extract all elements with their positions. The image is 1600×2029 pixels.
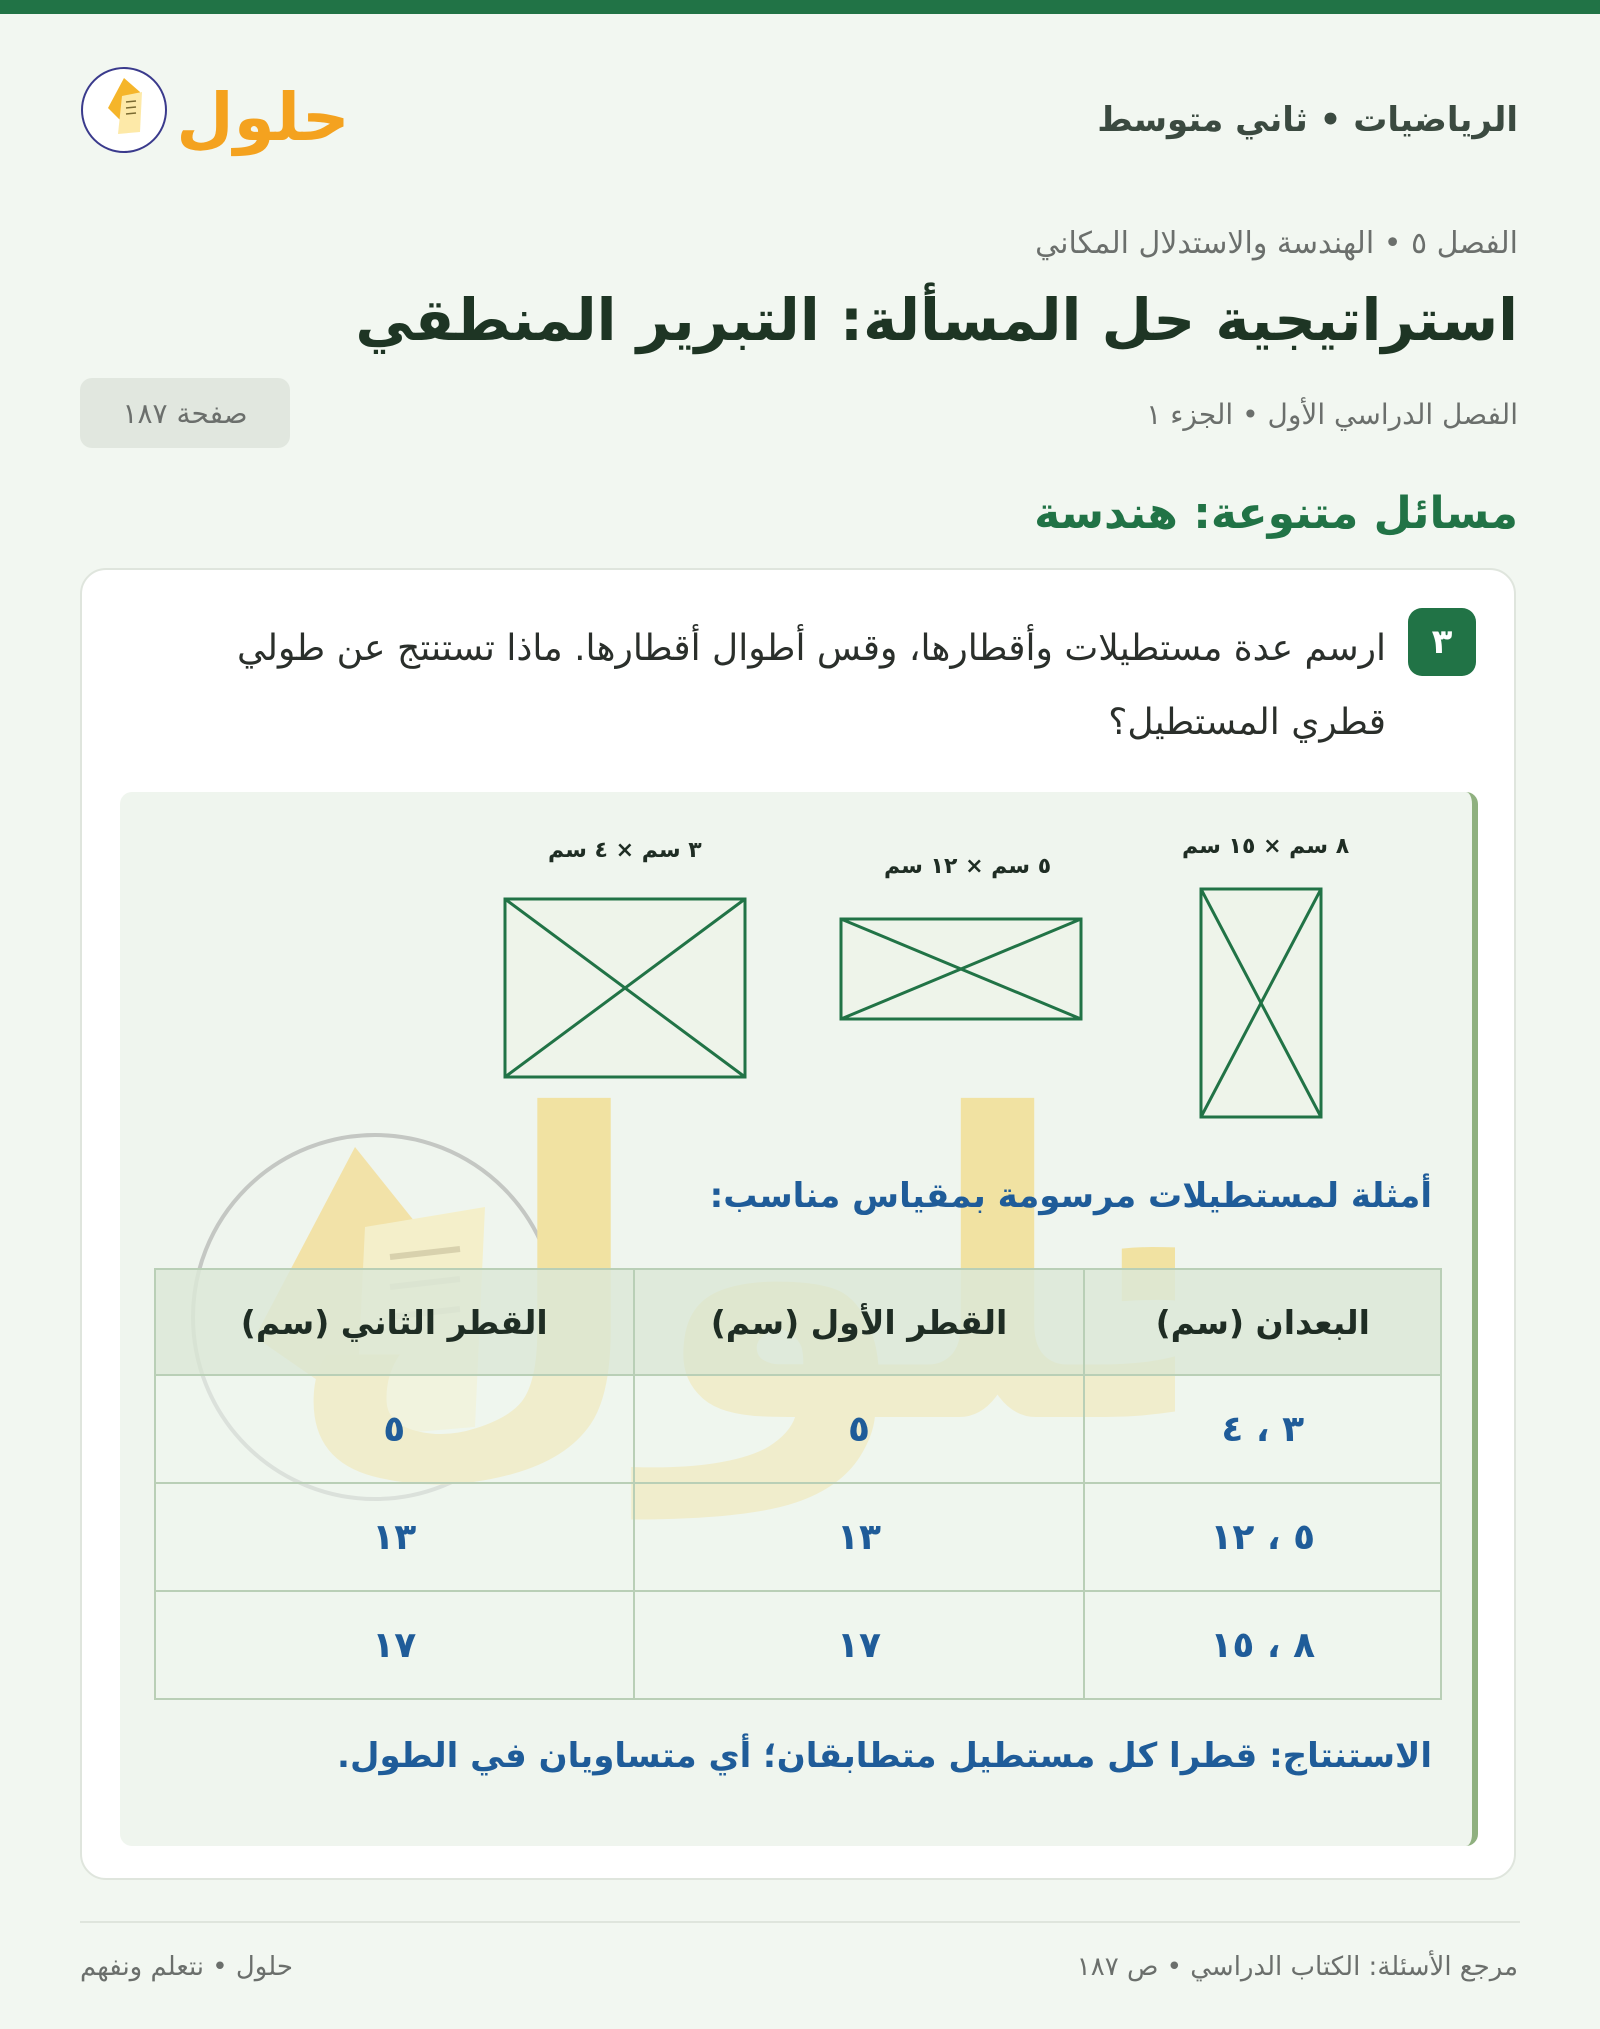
conclusion-text: الاستنتاج: قطرا كل مستطيل متطابقان؛ أي متساويان في الطول. xyxy=(337,1736,1432,1776)
header-first-diagonal: القطر الأول (سم) xyxy=(634,1269,1085,1375)
page-title: استراتيجية حل المسألة: التبرير المنطقي xyxy=(355,286,1518,354)
cell-dimensions: ٣ ، ٤ xyxy=(1084,1375,1441,1483)
footer-slogan: حلول • نتعلم ونفهم xyxy=(80,1952,293,1982)
hulool-logo xyxy=(78,62,358,180)
table-row xyxy=(155,1375,1441,1483)
question-card xyxy=(80,568,1516,1880)
cell-second-diagonal: ١٣ xyxy=(155,1483,634,1591)
rectangle-5x12-figure xyxy=(838,916,1084,1022)
footer-reference: مرجع الأسئلة: الكتاب الدراسي • ص ١٨٧ xyxy=(1076,1952,1518,1982)
table-row xyxy=(155,1483,1441,1591)
chapter-label: الفصل ٥ • الهندسة والاستدلال المكاني xyxy=(1035,226,1518,261)
cell-dimensions: ٥ ، ١٢ xyxy=(1084,1483,1441,1591)
cell-dimensions: ٨ ، ١٥ xyxy=(1084,1591,1441,1699)
header-second-diagonal: القطر الثاني (سم) xyxy=(155,1269,634,1375)
rect-label-5x12: ٥ سم × ١٢ سم xyxy=(884,854,1052,879)
semester-label: الفصل الدراسي الأول • الجزء ١ xyxy=(1146,398,1518,431)
cell-first-diagonal: ١٣ xyxy=(634,1483,1085,1591)
header-dimensions: البعدان (سم) xyxy=(1084,1269,1441,1375)
cell-second-diagonal: ٥ xyxy=(155,1375,634,1483)
logo-wordmark: حلول xyxy=(176,79,350,156)
table-row xyxy=(155,1591,1441,1699)
examples-title: أمثلة لمستطيلات مرسومة بمقياس مناسب: xyxy=(709,1176,1432,1216)
cell-first-diagonal: ١٧ xyxy=(634,1591,1085,1699)
question-text: ارسم عدة مستطيلات وأقطارها، وقس أطوال أقطارها. ماذا تستنتج عن طولي قطري المستطيل؟ xyxy=(236,628,1386,743)
rect-label-8x15: ٨ سم × ١٥ سم xyxy=(1182,834,1350,859)
rect-label-3x4: ٣ سم × ٤ سم xyxy=(548,838,702,863)
cell-second-diagonal: ١٧ xyxy=(155,1591,634,1699)
diagonals-table xyxy=(154,1268,1442,1700)
footer-divider xyxy=(80,1921,1520,1923)
top-accent-bar xyxy=(0,0,1600,14)
page-number-badge: صفحة ١٨٧ xyxy=(80,378,290,448)
cell-first-diagonal: ٥ xyxy=(634,1375,1085,1483)
subject-grade-label: الرياضيات • ثاني متوسط xyxy=(1097,100,1518,140)
answer-panel xyxy=(120,792,1478,1846)
rectangle-8x15-figure xyxy=(1198,886,1324,1120)
table-header-row xyxy=(155,1269,1441,1375)
rectangle-3x4-figure xyxy=(502,896,748,1080)
question-number-badge: ٣ xyxy=(1408,608,1476,676)
section-title: مسائل متنوعة: هندسة xyxy=(1034,488,1518,539)
